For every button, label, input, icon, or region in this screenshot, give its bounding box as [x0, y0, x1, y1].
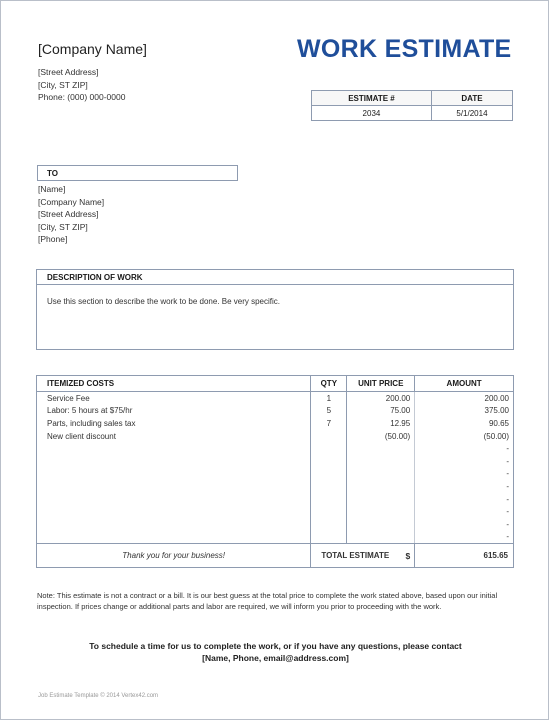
- contact-block: [1, 641, 549, 664]
- item-unit-price: [347, 531, 415, 544]
- table-row: [37, 531, 514, 544]
- itemized-costs-header: ITEMIZED COSTS: [37, 376, 311, 392]
- item-amount: 90.65: [415, 417, 514, 430]
- estimate-meta-table: [311, 90, 513, 121]
- item-amount: -: [415, 455, 514, 468]
- table-row: [37, 442, 514, 455]
- item-amount: 200.00: [415, 392, 514, 405]
- qty-header: QTY: [311, 376, 347, 392]
- item-description: Parts, including sales tax: [37, 417, 311, 430]
- item-unit-price: 200.00: [347, 392, 415, 405]
- item-unit-price: [347, 518, 415, 531]
- table-row: [37, 430, 514, 443]
- to-name: [Name]: [38, 184, 66, 194]
- total-estimate-label: [311, 544, 415, 568]
- table-row: [37, 455, 514, 468]
- contact-line-2: [Name, Phone, email@address.com]: [202, 652, 349, 663]
- total-label-text: TOTAL ESTIMATE: [321, 550, 390, 560]
- item-description: Service Fee: [37, 392, 311, 405]
- item-qty: [311, 493, 347, 506]
- table-row: [37, 468, 514, 481]
- item-description: [37, 505, 311, 518]
- table-row: [37, 493, 514, 506]
- itemized-costs-table: [36, 375, 514, 568]
- item-unit-price: 75.00: [347, 405, 415, 418]
- description-text: Use this section to describe the work to be done. Be very specific.: [47, 297, 281, 306]
- table-row: [37, 505, 514, 518]
- item-amount: -: [415, 480, 514, 493]
- item-description: [37, 531, 311, 544]
- item-qty: [311, 430, 347, 443]
- description-header: DESCRIPTION OF WORK: [37, 270, 513, 285]
- amount-header: AMOUNT: [415, 376, 514, 392]
- company-street: [Street Address]: [38, 67, 99, 77]
- item-qty: [311, 531, 347, 544]
- company-address-block: [38, 66, 125, 104]
- item-unit-price: [347, 505, 415, 518]
- footer-copyright: Job Estimate Template © 2014 Vertex42.com: [38, 693, 159, 699]
- item-unit-price: [347, 493, 415, 506]
- unit-price-header: UNIT PRICE: [347, 376, 415, 392]
- item-qty: [311, 505, 347, 518]
- item-description: [37, 493, 311, 506]
- date-value: 5/1/2014: [431, 106, 512, 121]
- item-qty: [311, 480, 347, 493]
- company-name: [Company Name]: [38, 41, 147, 57]
- table-row: [37, 417, 514, 430]
- item-description: New client discount: [37, 430, 311, 443]
- item-description: [37, 468, 311, 481]
- item-qty: [311, 442, 347, 455]
- item-unit-price: [347, 442, 415, 455]
- item-unit-price: 12.95: [347, 417, 415, 430]
- table-row: [37, 480, 514, 493]
- item-description: [37, 455, 311, 468]
- table-row: [37, 405, 514, 418]
- company-city: [City, ST ZIP]: [38, 79, 88, 90]
- estimate-number-header: ESTIMATE #: [312, 91, 432, 106]
- estimate-note: Note: This estimate is not a contract or a bill. It is our best guess at the total price to complete the work stated above, based upon our initial inspection. If prices change or additional parts and labor are required, we will inform you prior to proceeding with the work.: [37, 591, 498, 611]
- total-currency: $: [405, 550, 411, 561]
- description-section: [36, 269, 514, 350]
- contact-line-1: To schedule a time for us to complete the work, or if you have any questions, please contact: [89, 641, 462, 651]
- item-unit-price: [347, 468, 415, 481]
- to-city: [City, ST ZIP]: [38, 221, 88, 232]
- item-amount: -: [415, 442, 514, 455]
- item-amount: -: [415, 505, 514, 518]
- estimate-number-value: 2034: [312, 106, 432, 121]
- item-description: [37, 518, 311, 531]
- item-amount: -: [415, 518, 514, 531]
- to-header: TO: [37, 165, 238, 181]
- item-qty: [311, 455, 347, 468]
- item-unit-price: [347, 455, 415, 468]
- item-unit-price: [347, 480, 415, 493]
- document-title: WORK ESTIMATE: [297, 35, 512, 63]
- item-qty: 5: [311, 405, 347, 418]
- to-company: [Company Name]: [38, 196, 105, 207]
- item-amount: 375.00: [415, 405, 514, 418]
- thank-you-message: Thank you for your business!: [37, 544, 311, 568]
- item-qty: 7: [311, 417, 347, 430]
- to-street: [Street Address]: [38, 209, 99, 219]
- total-estimate-value: 615.65: [415, 544, 514, 568]
- table-row: [37, 392, 514, 405]
- item-unit-price: (50.00): [347, 430, 415, 443]
- item-amount: -: [415, 468, 514, 481]
- item-amount: -: [415, 531, 514, 544]
- item-qty: [311, 468, 347, 481]
- to-phone: [Phone]: [38, 234, 68, 244]
- item-qty: 1: [311, 392, 347, 405]
- table-row: [37, 518, 514, 531]
- item-description: Labor: 5 hours at $75/hr: [37, 405, 311, 418]
- date-header: DATE: [431, 91, 512, 106]
- item-description: [37, 480, 311, 493]
- company-phone: Phone: (000) 000-0000: [38, 92, 126, 102]
- to-address-block: [38, 183, 104, 246]
- item-amount: (50.00): [415, 430, 514, 443]
- item-qty: [311, 518, 347, 531]
- item-amount: -: [415, 493, 514, 506]
- item-description: [37, 442, 311, 455]
